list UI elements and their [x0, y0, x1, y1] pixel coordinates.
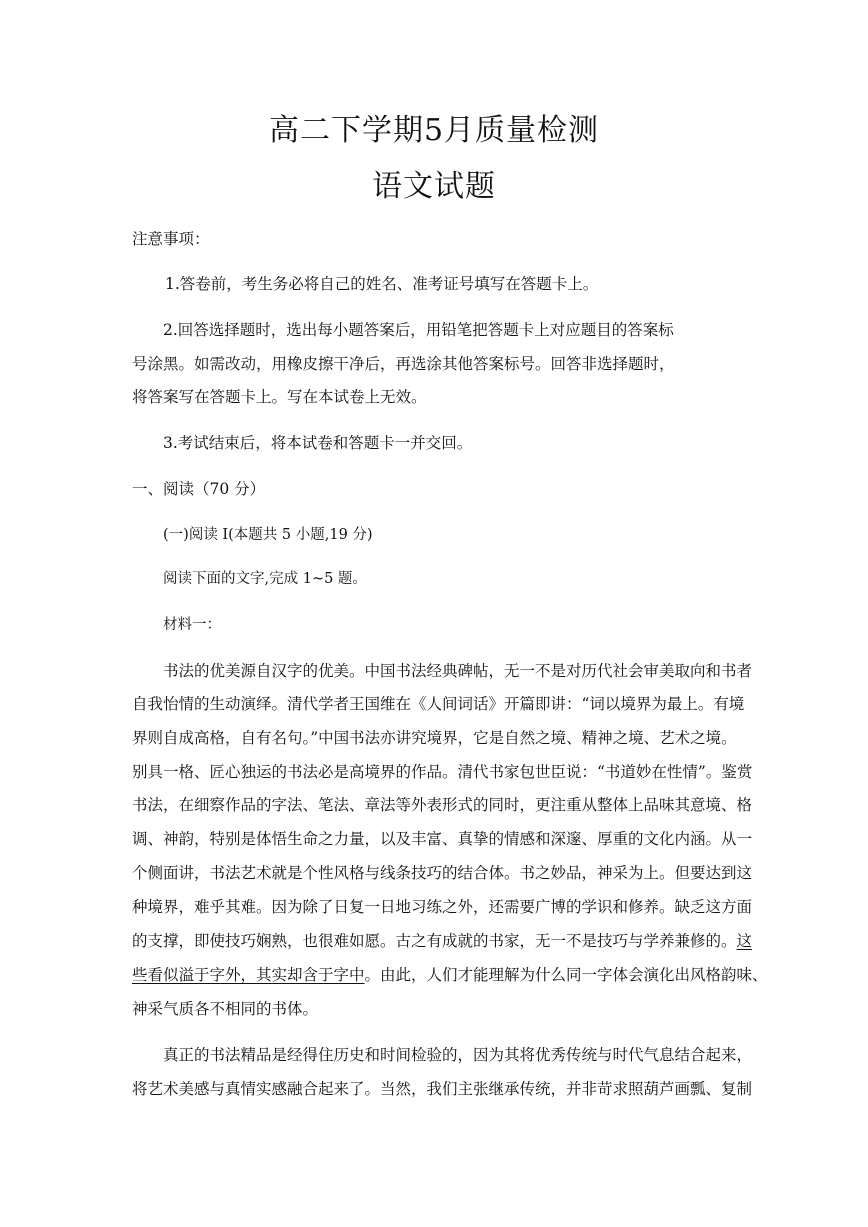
underlined-phrase: 些看似溢于字外，其实却含于字中 [132, 966, 365, 984]
page-title: 高二下学期5月质量检测 [268, 113, 600, 148]
paragraph-2-line-2: 将艺术美感与真情实感融合起来了。当然，我们主张继承传统，并非苛求照葫芦画瓢、复制 [132, 1080, 753, 1098]
reading-instruction: 阅读下面的文字,完成 1~5 题。 [163, 571, 367, 587]
paragraph-1-line-10-text: 。由此，人们才能理解为什么同一字体会演化出风格韵味、 [364, 966, 768, 984]
notice-item-3: 3.考试结束后，将本试卷和答题卡一并交回。 [163, 434, 473, 452]
notice-item-2-line-2: 号涂黑。如需改动，用橡皮擦干净后，再选涂其他答案标号。回答非选择题时， [132, 355, 675, 373]
paragraph-1-line-2: 自我怡情的生动演绎。清代学者王国维在《人间词话》开篇即讲：“词以境界为最上。有境 [132, 695, 745, 713]
paragraph-1-line-7: 个侧面讲，书法艺术就是个性风格与线条技巧的结合体。书之妙品，神采为上。但要达到这 [132, 864, 753, 882]
notice-heading: 注意事项： [132, 230, 210, 248]
paragraph-1-line-8: 种境界，难乎其难。因为除了日复一日地习练之外，还需要广博的学识和修养。缺乏这方面 [132, 898, 753, 916]
paragraph-1-line-6: 调、神韵，特别是体悟生命之力量，以及丰富、真挚的情感和深邃、厚重的文化内涵。从一 [132, 830, 753, 848]
paragraph-2-line-1: 真正的书法精品是经得住历史和时间检验的，因为其将优秀传统与时代气息结合起来， [163, 1046, 753, 1064]
notice-item-2-line-3: 将答案写在答题卡上。写在本试卷上无效。 [132, 388, 427, 406]
paragraph-1-line-9 [132, 931, 752, 951]
subsection-heading: (一)阅读 I(本题共 5 小题,19 分) [163, 527, 373, 543]
paragraph-1-line-5: 书法，在细察作品的字法、笔法、章法等外表形式的同时，更注重从整体上品味其意境、格 [132, 796, 753, 814]
material-label: 材料一： [163, 617, 221, 633]
paragraph-1-line-9-text: 的支撑，即使技巧娴熟，也很难如愿。古之有成就的书家，无一不是技巧与学养兼修的。 [132, 932, 737, 950]
page-subtitle: 语文试题 [372, 169, 496, 204]
section-heading: 一、阅读（70 分） [132, 480, 266, 498]
notice-item-2-line-1: 2.回答选择题时，选出每小题答案后，用铅笔把答题卡上对应题目的答案标 [163, 321, 674, 339]
paragraph-1-line-3: 界则自成高格，自有名句。”中国书法亦讲究境界，它是自然之境、精神之境、艺术之境。 [132, 729, 737, 747]
notice-item-1: 1.答卷前，考生务必将自己的姓名、准考证号填写在答题卡上。 [165, 275, 599, 293]
paragraph-1-line-10 [132, 965, 768, 985]
paragraph-1-line-4: 别具一格、匠心独运的书法必是高境界的作品。清代书家包世臣说：“书道妙在性情”。鉴赏 [132, 763, 753, 781]
paragraph-1-line-1: 书法的优美源自汉字的优美。中国书法经典碑帖，无一不是对历代社会审美取向和书者 [163, 662, 753, 680]
paragraph-1-line-11: 神采气质各不相同的书体。 [132, 1000, 319, 1018]
underlined-phrase-start: 这 [736, 932, 753, 950]
